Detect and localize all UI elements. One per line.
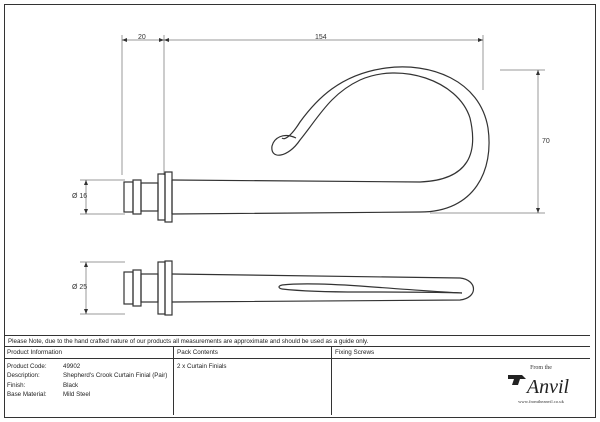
dimension-diameter-bottom: Ø 25	[72, 284, 88, 291]
finial-side-view	[124, 67, 489, 222]
pack-item: 2 x Curtain Finials	[177, 363, 227, 370]
finish-row: Finish: Black	[7, 381, 79, 389]
product-info-heading: Product Information	[4, 347, 173, 359]
dimension-diameter-top: Ø 16	[72, 193, 88, 200]
description-row: Description: Shepherd's Crook Curtain Finial (Pair)	[7, 372, 168, 380]
product-info-table	[4, 347, 590, 415]
logo-small-text: From the	[530, 365, 552, 371]
anvil-icon	[508, 375, 526, 385]
finial-top-view	[124, 261, 474, 315]
dimension-collar-length: 20	[138, 34, 146, 41]
disclaimer-note: Please Note, due to the hand crafted nature of our products all measurements are approximate and should be used as a guide only.	[4, 335, 590, 347]
pack-contents-heading: Pack Contents	[174, 347, 331, 359]
base-material-row: Base Material: Mild Steel	[7, 390, 91, 398]
brand-logo	[502, 361, 580, 407]
product-code-row: Product Code: 49902	[7, 363, 81, 370]
pack-contents-column	[174, 347, 332, 415]
fixing-screws-heading: Fixing Screws	[332, 347, 590, 359]
logo-brand-text: Anvil	[526, 376, 570, 398]
fixing-screws-column	[332, 347, 590, 415]
logo-url-text: www.fromtheanvil.co.uk	[518, 399, 564, 404]
dimension-overall-length: 154	[315, 34, 327, 41]
product-info-column	[4, 347, 174, 415]
dimension-height: 70	[542, 138, 550, 145]
